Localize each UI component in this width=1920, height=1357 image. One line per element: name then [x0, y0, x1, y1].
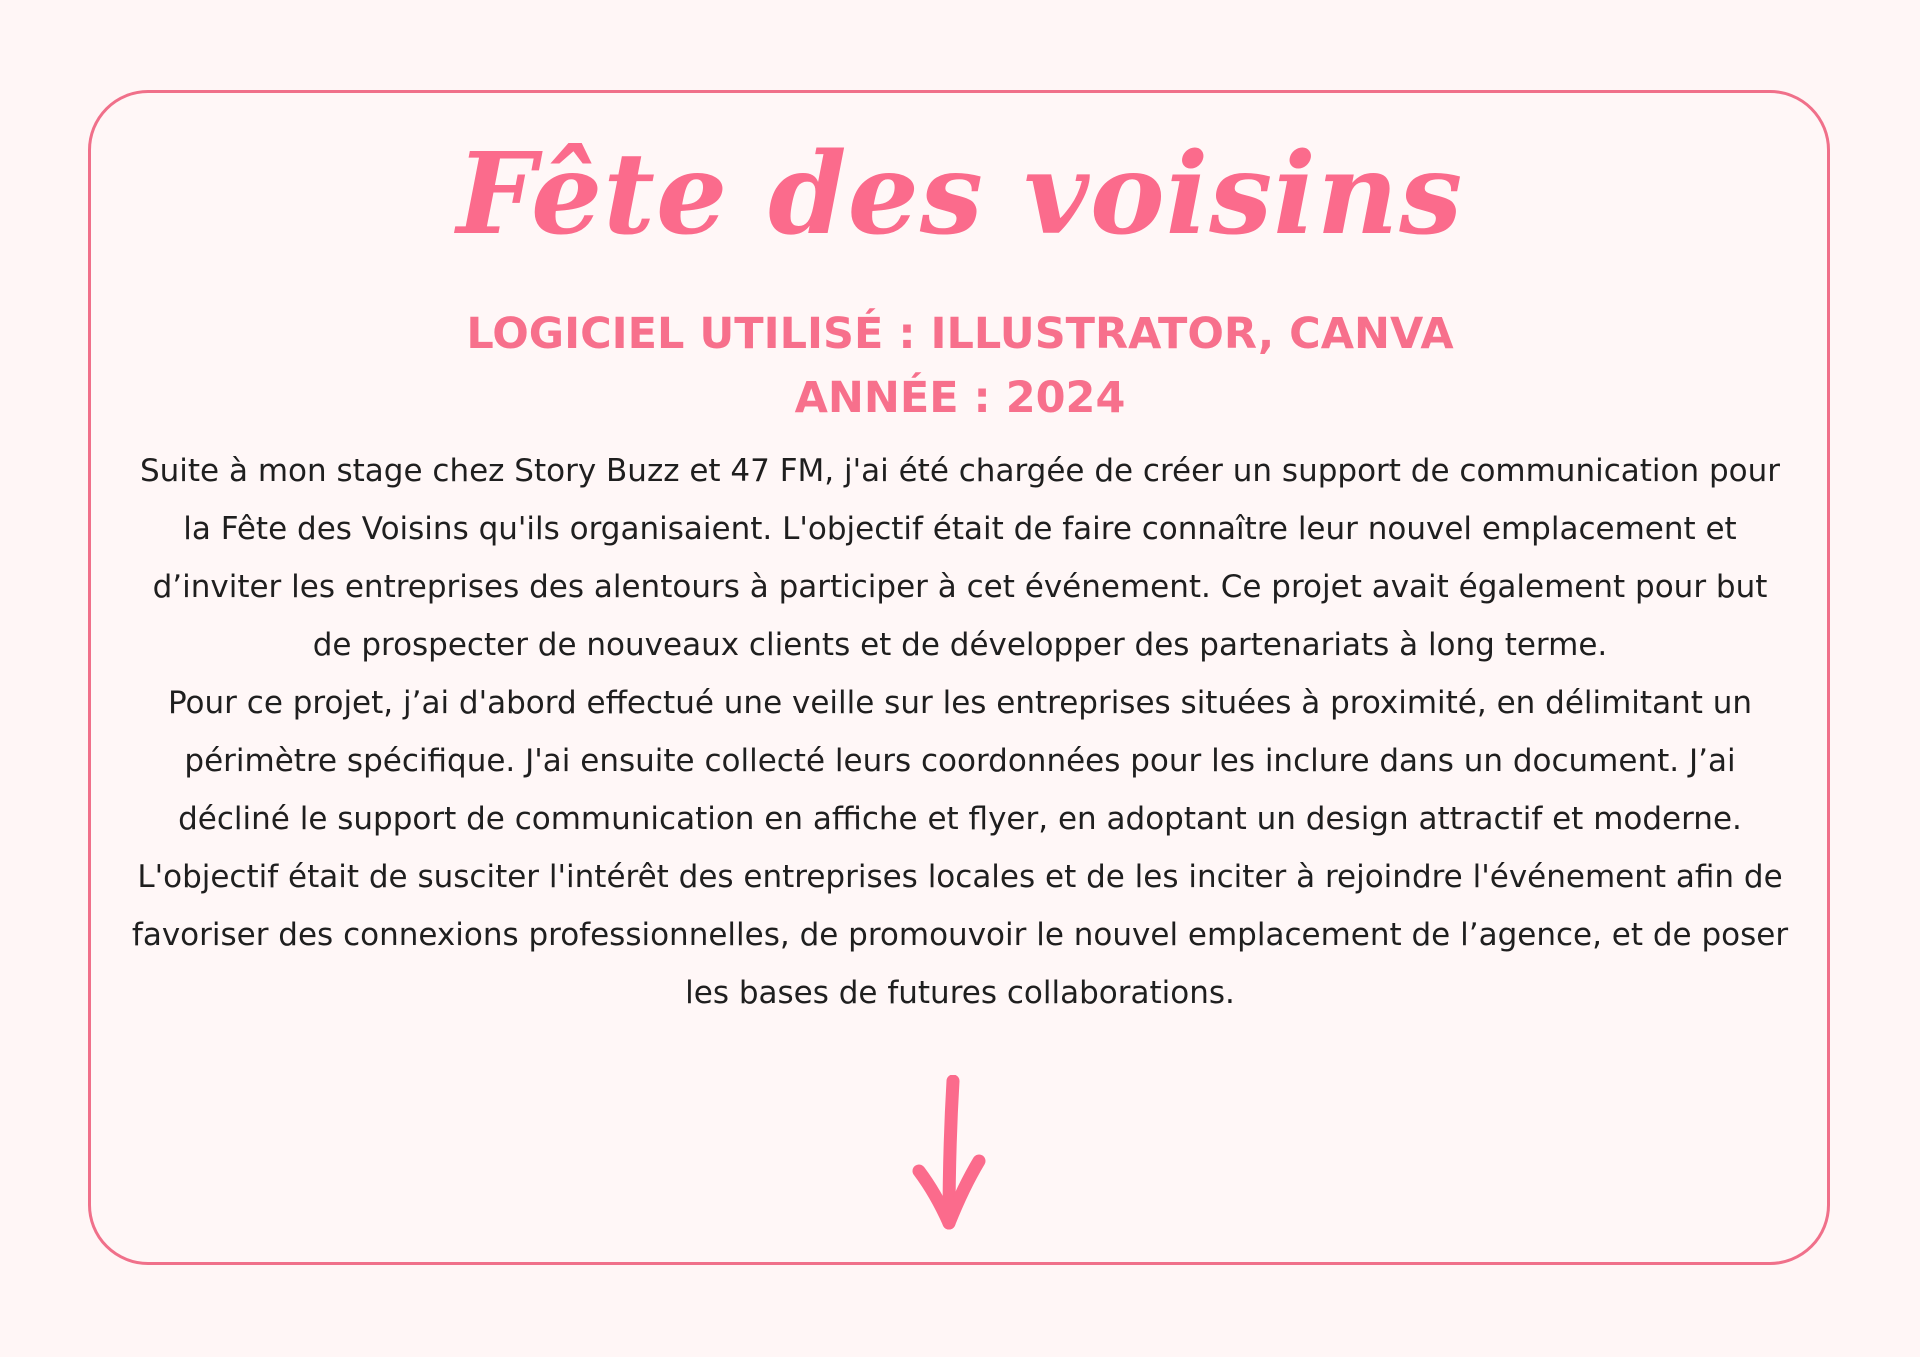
arrow-down-icon — [905, 1075, 995, 1235]
software-line: LOGICIEL UTILISÉ : ILLUSTRATOR, CANVA — [466, 309, 1454, 359]
page-title: Fête des voisins — [456, 129, 1464, 260]
description-paragraph-2: Pour ce projet, j’ai d'abord effectué une veille sur les entreprises situées à proximité, en délimitant un périmètre spécifique. J'ai ensuite collecté leurs coordonnées pour les inclure dans un document. J’ai décliné le support de communication en affiche et flyer, en adoptant un design attractif et moderne. L'objectif était de susciter l'intérêt des entreprises locales et de les inciter à rejoindre l'événement afin de favoriser des connexions professionnelles, de promouvoir le nouvel emplacement de l’agence, et de poser les bases de futures collaborations. — [131, 685, 1789, 1011]
description — [130, 442, 1790, 1022]
year-line: ANNÉE : 2024 — [794, 373, 1126, 423]
description-paragraph-1: Suite à mon stage chez Story Buzz et 47 FM, j'ai été chargée de créer un support de communication pour la Fête des Voisins qu'ils organisaient. L'objectif était de faire connaître leur nouvel emplacement et d’inviter les entreprises des alentours à participer à cet événement. Ce projet avait également pour but de prospecter de nouveaux clients et de développer des partenariats à long terme. — [139, 453, 1781, 663]
project-meta — [0, 302, 1920, 430]
